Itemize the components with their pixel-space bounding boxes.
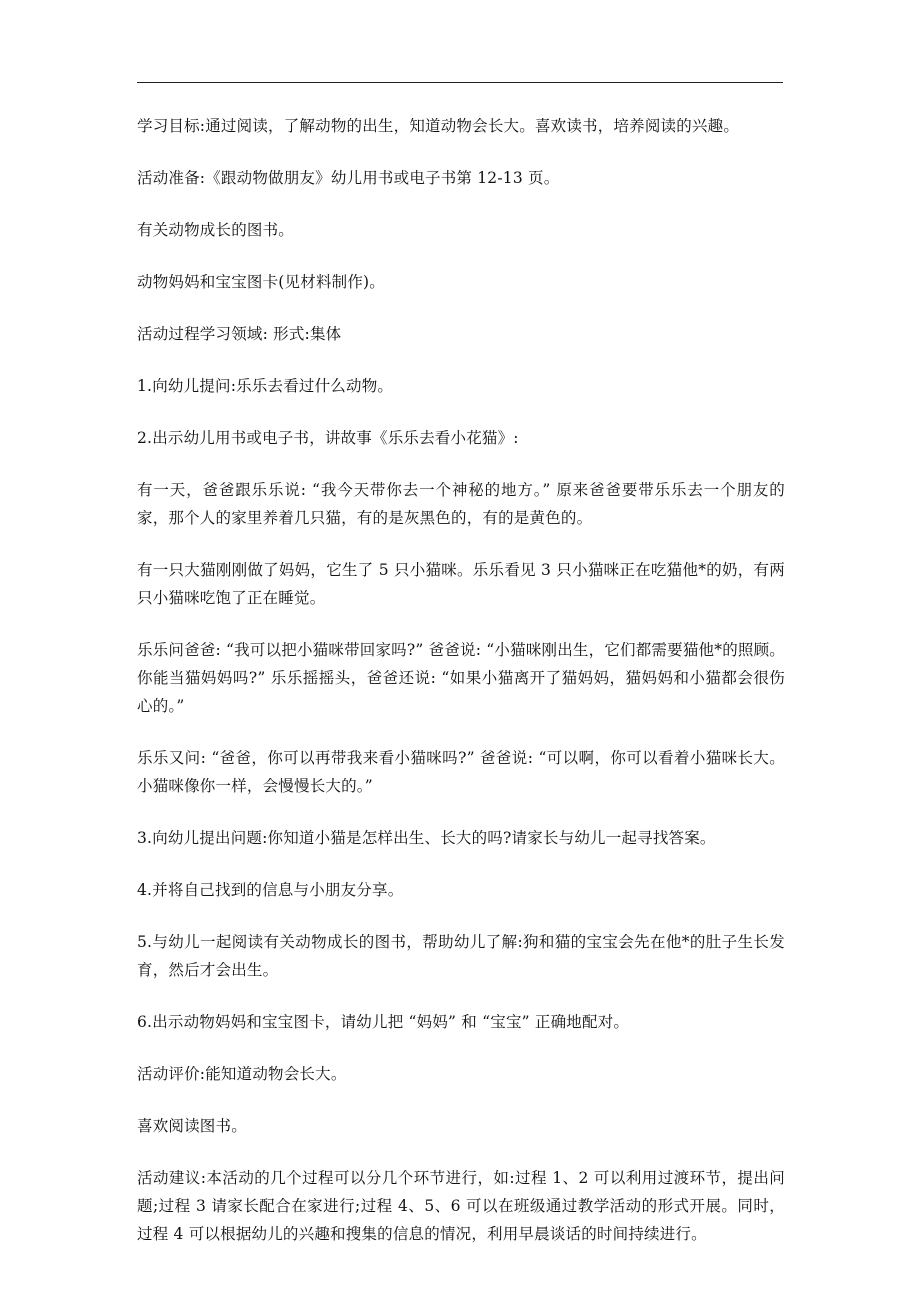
activity-preparation: 活动准备:《跟动物做朋友》幼儿用书或电子书第 12-13 页。: [137, 169, 560, 187]
preparation-cards: 动物妈妈和宝宝图卡(见材料制作)。: [137, 273, 385, 291]
preparation-books: 有关动物成长的图书。: [137, 221, 295, 239]
process-step-1: 1.向幼儿提问:乐乐去看过什么动物。: [137, 377, 394, 395]
activity-evaluation: 活动评价:能知道动物会长大。: [137, 1065, 347, 1083]
evaluation-reading: 喜欢阅读图书。: [137, 1117, 247, 1135]
process-step-2: 2.出示幼儿用书或电子书，讲故事《乐乐去看小花猫》:: [137, 429, 519, 447]
story-paragraph-4: 乐乐又问: “爸爸，你可以再带我来看小猫咪吗?” 爸爸说: “可以啊，你可以看着小猫咪长大。小猫咪像你一样，会慢慢长大的。”: [137, 749, 785, 795]
story-paragraph-1: 有一天，爸爸跟乐乐说: “我今天带你去一个神秘的地方。” 原来爸爸要带乐乐去一个朋友的家，那个人的家里养着几只猫，有的是灰黑色的，有的是黄色的。: [137, 481, 785, 527]
activity-suggestion: 活动建议:本活动的几个过程可以分几个环节进行，如:过程 1、2 可以利用过渡环节，提出问题;过程 3 请家长配合在家进行;过程 4、5、6 可以在班级通过教学活动的形式开展。同时，过程 4 可以根据幼儿的兴趣和搜集的信息的情况，利用早晨谈话的时间持续进行。: [137, 1169, 785, 1243]
header-rule: [137, 82, 783, 83]
learning-goal: 学习目标:通过阅读，了解动物的出生，知道动物会长大。喜欢读书，培养阅读的兴趣。: [137, 117, 740, 135]
story-paragraph-3: 乐乐问爸爸: “我可以把小猫咪带回家吗?” 爸爸说: “小猫咪刚出生，它们都需要猫他*的照顾。你能当猫妈妈吗?” 乐乐摇摇头，爸爸还说: “如果小猫离开了猫妈妈，猫妈妈和小猫都会很伤心的。”: [137, 641, 785, 715]
process-step-6: 6.出示动物妈妈和宝宝图卡，请幼儿把 “妈妈” 和 “宝宝” 正确地配对。: [137, 1013, 630, 1031]
story-paragraph-2: 有一只大猫刚刚做了妈妈，它生了 5 只小猫咪。乐乐看见 3 只小猫咪正在吃猫他*的奶，有两只小猫咪吃饱了正在睡觉。: [137, 561, 785, 607]
process-step-5: 5.与幼儿一起阅读有关动物成长的图书，帮助幼儿了解:狗和猫的宝宝会先在他*的肚子生长发育，然后才会出生。: [137, 933, 785, 979]
process-step-4: 4.并将自己找到的信息与小朋友分享。: [137, 881, 404, 899]
activity-process-heading: 活动过程学习领域: 形式:集体: [137, 325, 342, 343]
process-step-3: 3.向幼儿提出问题:你知道小猫是怎样出生、长大的吗?请家长与幼儿一起寻找答案。: [137, 829, 716, 847]
document-body: [137, 112, 785, 1272]
